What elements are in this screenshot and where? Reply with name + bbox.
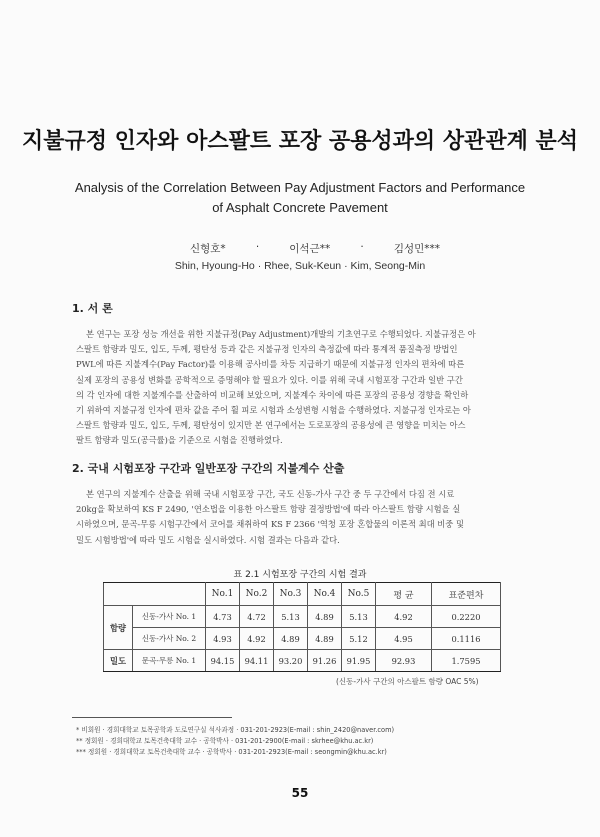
author-separator: · (360, 241, 364, 253)
table-cell: 0.2220 (432, 606, 501, 628)
body-line: 기 위하여 지불규정 인자에 편차 값을 주어 휠 피로 시험과 소성변형 시험을 수행하였다. 지불규정 인자로는 아 (76, 405, 471, 416)
table-cell: 4.73 (206, 606, 240, 628)
footnote: * 비회원 · 경희대학교 토목공학과 도로연구실 석사과정 · 031-201-2923(E-mail : shin_2420@naver.com) (76, 726, 395, 734)
body-line: 스팔트 함량과 밀도, 입도, 두께, 평탄성 등과 같은 지불규정 인자의 측정값에 따라 통계적 품질측정 방법인 (76, 344, 458, 355)
row-label: 신동-가사 No. 2 (133, 628, 206, 650)
author-1: 신형호* (190, 243, 226, 255)
authors-korean (190, 241, 440, 256)
row-label: 문곡-무릉 No. 1 (133, 650, 206, 672)
table-cell: 92.93 (376, 650, 432, 672)
body-line: 의 각 인자에 대한 지불계수를 산출하여 비교해 보았으며, 지불계수 차이에 따른 포장의 공용성 경향을 확인하 (76, 389, 469, 400)
body-line: 시하였으며, 문곡-무릉 시험구간에서 코어를 채취하여 KS F 2366 '역청 포장 혼합물의 이론적 최대 비중 및 (76, 519, 464, 530)
title-en-line: of Asphalt Concrete Pavement (212, 200, 388, 215)
table-caption: 표 2.1 시험포장 구간의 시험 결과 (233, 570, 367, 580)
author-2: 이석근** (289, 243, 331, 255)
body-line: 본 연구는 포장 성능 개선을 위한 지불규정(Pay Adjustment)개발의 기초연구로 수행되었다. 지불규정은 아 (86, 329, 476, 339)
table-cell: 4.89 (308, 606, 342, 628)
table-cell: 5.13 (342, 606, 376, 628)
table-cell: 1.7595 (432, 650, 501, 672)
row-group-label: 함량 (104, 606, 133, 650)
table-cell: 4.95 (376, 628, 432, 650)
body-line: 20kg을 확보하여 KS F 2490, '연소법을 이용한 아스팔트 함량 결정방법'에 따라 아스팔트 함량 시험을 실 (76, 504, 461, 515)
table-cell: 91.26 (308, 650, 342, 672)
table-cell: 94.11 (240, 650, 274, 672)
footnote: *** 정회원 · 경희대학교 토목건축대학 교수 · 공학박사 · 031-201-2923(E-mail : seongmin@khu.ac.kr) (76, 748, 387, 756)
footnote-divider (72, 717, 232, 718)
table-header-cell: No.1 (206, 583, 240, 606)
table-header-cell: No.3 (274, 583, 308, 606)
authors-english: Shin, Hyoung-Ho · Rhee, Suk-Keun · Kim, Seong-Min (174, 260, 426, 272)
body-line: PWL에 따른 지불계수(Pay Factor)를 이용해 공사비를 차등 지급하기 때문에 지불규정 인자의 편차에 따른 (76, 359, 465, 370)
row-label: 신동-가사 No. 1 (133, 606, 206, 628)
author-3: 김성민*** (393, 243, 440, 255)
table-cell: 0.1116 (432, 628, 501, 650)
table-cell: 4.93 (206, 628, 240, 650)
body-line: 본 연구의 지불계수 산출을 위해 국내 시험포장 구간, 국도 신동-가사 구간 중 두 구간에서 다짐 전 시료 (86, 489, 455, 499)
row-group-label: 밀도 (104, 650, 133, 672)
results-table (103, 582, 501, 672)
title-en-line: Analysis of the Correlation Between Pay Adjustment Factors and Performance (74, 180, 526, 195)
table-cell: 4.89 (274, 628, 308, 650)
table-row (104, 606, 501, 628)
table-cell: 91.95 (342, 650, 376, 672)
table-header-cell: No.4 (308, 583, 342, 606)
table-cell: 94.15 (206, 650, 240, 672)
body-line: 실제 포장의 공용성 변화를 공학적으로 증명해야 할 필요가 있다. 이를 위해 국내 시험포장 구간과 일반 구간 (76, 374, 463, 385)
section-1-heading: 1. 서 론 (72, 302, 113, 315)
author-separator: · (255, 241, 260, 253)
footnote: ** 정회원 · 경희대학교 토목건축대학 교수 · 공학박사 · 031-201-2900(E-mail : skrhee@khu.ac.kr) (76, 737, 374, 745)
table-cell: 4.89 (308, 628, 342, 650)
table-header-row (104, 583, 501, 606)
body-line: 스팔트 함량과 밀도, 입도, 두께, 평탄성이 있지만 본 연구에서는 도로포장의 공용성에 큰 영향을 미치는 아스 (76, 420, 466, 431)
table-cell: 93.20 (274, 650, 308, 672)
body-line: 밀도 시험방법'에 따라 밀도 시험을 실시하였다. 시험 결과는 다음과 같다. (76, 534, 340, 545)
table-header-cell: 평 균 (376, 583, 432, 606)
table-header-cell: No.5 (342, 583, 376, 606)
table-note: (신동-가사 구간의 아스팔트 함량 OAC 5%) (336, 677, 479, 686)
table-row (104, 650, 501, 672)
section-1-body (76, 327, 526, 449)
paper-title-english (60, 178, 540, 218)
table-cell: 5.13 (274, 606, 308, 628)
section-2-body (76, 487, 526, 548)
table-header-cell: 표준편차 (432, 583, 501, 606)
table-cell: 4.72 (240, 606, 274, 628)
table-header-cell: No.2 (240, 583, 274, 606)
page-number: 55 (291, 786, 309, 800)
table-corner-cell (104, 583, 206, 606)
section-2-heading: 2. 국내 시험포장 구간과 일반포장 구간의 지불계수 산출 (72, 462, 345, 475)
table-cell: 5.12 (342, 628, 376, 650)
table-row (104, 628, 501, 650)
table-cell: 4.92 (240, 628, 274, 650)
body-line: 팔트 함량과 밀도(공극률)을 기준으로 시험을 진행하였다. (76, 435, 283, 446)
paper-title-korean: 지불규정 인자와 아스팔트 포장 공용성과의 상관관계 분석 (21, 129, 578, 154)
table-cell: 4.92 (376, 606, 432, 628)
